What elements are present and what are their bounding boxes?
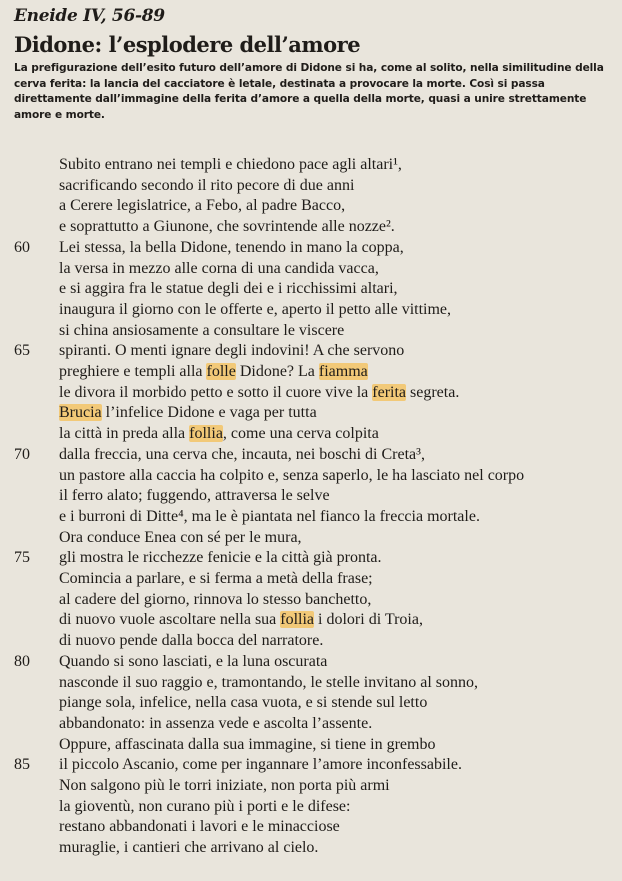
poem-line: spiranti. O menti ignare degli indovini! A che servono xyxy=(59,342,405,360)
poem-line: Oppure, affascinata dalla sua immagine, si tiene in grembo xyxy=(59,735,436,753)
poem-line: Ora conduce Enea con sé per le mura, xyxy=(59,528,302,546)
poem-line: nasconde il suo raggio e, tramontando, le stelle invitano al sonno, xyxy=(59,673,479,691)
highlighted-word: Brucia xyxy=(59,404,102,422)
poem-line: Quando si sono lasciati, e la luna oscurata xyxy=(59,652,328,670)
poem-line: e i burroni di Ditte⁴, ma le è piantata nel fianco la freccia mortale. xyxy=(59,507,480,525)
poem-line: le divora il morbido petto e sotto il cuore vive la ferita segreta. xyxy=(59,383,460,401)
poem-line: a Cerere legislatrice, a Febo, al padre Bacco, xyxy=(59,197,346,215)
poem-line: si china ansiosamente a consultare le viscere xyxy=(59,321,345,339)
poem-line: la gioventù, non curano più i porti e le difese: xyxy=(59,797,351,815)
poem-line: di nuovo vuole ascoltare nella sua follia i dolori di Troia, xyxy=(59,611,423,629)
poem-line: al cadere del giorno, rinnova lo stesso banchetto, xyxy=(59,590,372,608)
intro-paragraph: La prefigurazione dell’esito futuro dell’amore di Didone si ha, come al solito, nella similitudine della cerva ferita: la lancia del cacciatore è letale, destinata a provocare la morte. Così si passa direttamente dall’immagine della ferita d’amore a quella della morte, quasi a unire strettamente amore e morte. xyxy=(14,62,604,121)
poem-line: preghiere e templi alla folle Didone? La fiamma xyxy=(59,363,368,380)
poem-line: Comincia a parlare, e si ferma a metà della frase; xyxy=(59,570,373,587)
poem-line: un pastore alla caccia ha colpito e, senza saperlo, le ha lasciato nel corpo xyxy=(59,466,525,484)
highlighted-word: follia xyxy=(189,425,223,443)
poem-line: il ferro alato; fuggendo, attraversa le selve xyxy=(59,487,330,505)
poem-line: restano abbandonati i lavori e le minacciose xyxy=(59,818,340,836)
passage-reference: Eneide IV, 56-89 xyxy=(14,6,165,26)
poem-line: il piccolo Ascanio, come per ingannare l’amore inconfessabile. xyxy=(59,756,462,774)
page-title: Didone: l’esplodere dell’amore xyxy=(14,32,361,57)
poem-line: la città in preda alla follia, come una cerva colpita xyxy=(59,425,379,443)
highlighted-word: follia xyxy=(280,611,315,629)
poem-line: Subito entrano nei templi e chiedono pace agli altari¹, xyxy=(59,156,402,173)
line-number: 60 xyxy=(14,238,30,256)
highlighted-word: folle xyxy=(206,363,236,380)
poem-line: sacrificando secondo il rito pecore di due anni xyxy=(59,176,355,194)
line-number: 65 xyxy=(14,342,30,360)
poem-line: dalla freccia, una cerva che, incauta, nei boschi di Creta³, xyxy=(59,445,425,463)
poem-line: gli mostra le ricchezze fenicie e la città già pronta. xyxy=(59,549,382,567)
poem-line: abbandonato: in assenza vede e ascolta l’assente. xyxy=(59,714,373,732)
line-number: 85 xyxy=(14,756,30,774)
poem-line: Lei stessa, la bella Didone, tenendo in mano la coppa, xyxy=(59,238,404,256)
highlighted-word: fiamma xyxy=(318,363,368,380)
line-number: 75 xyxy=(14,549,30,567)
line-number: 70 xyxy=(14,445,30,463)
poem-line: Brucia l’infelice Didone e vaga per tutta xyxy=(59,404,317,422)
poem-line: la versa in mezzo alle corna di una candida vacca, xyxy=(59,259,379,277)
poem-line: piange sola, infelice, nella casa vuota, e si stende sul letto xyxy=(59,694,428,712)
line-number: 80 xyxy=(14,652,30,670)
poem-line: Non salgono più le torri iniziate, non porta più armi xyxy=(59,777,390,794)
poem-line: e soprattutto a Giunone, che sovrintende alle nozze². xyxy=(59,218,395,236)
poem-line: di nuovo pende dalla bocca del narratore. xyxy=(59,632,324,650)
highlighted-word: ferita xyxy=(372,383,407,401)
poem-line: muraglie, i cantieri che arrivano al cielo. xyxy=(59,839,319,857)
poem-line: e si aggira fra le statue degli dei e i ricchissimi altari, xyxy=(59,280,398,298)
poem-line: inaugura il giorno con le offerte e, aperto il petto alle vittime, xyxy=(59,300,452,318)
